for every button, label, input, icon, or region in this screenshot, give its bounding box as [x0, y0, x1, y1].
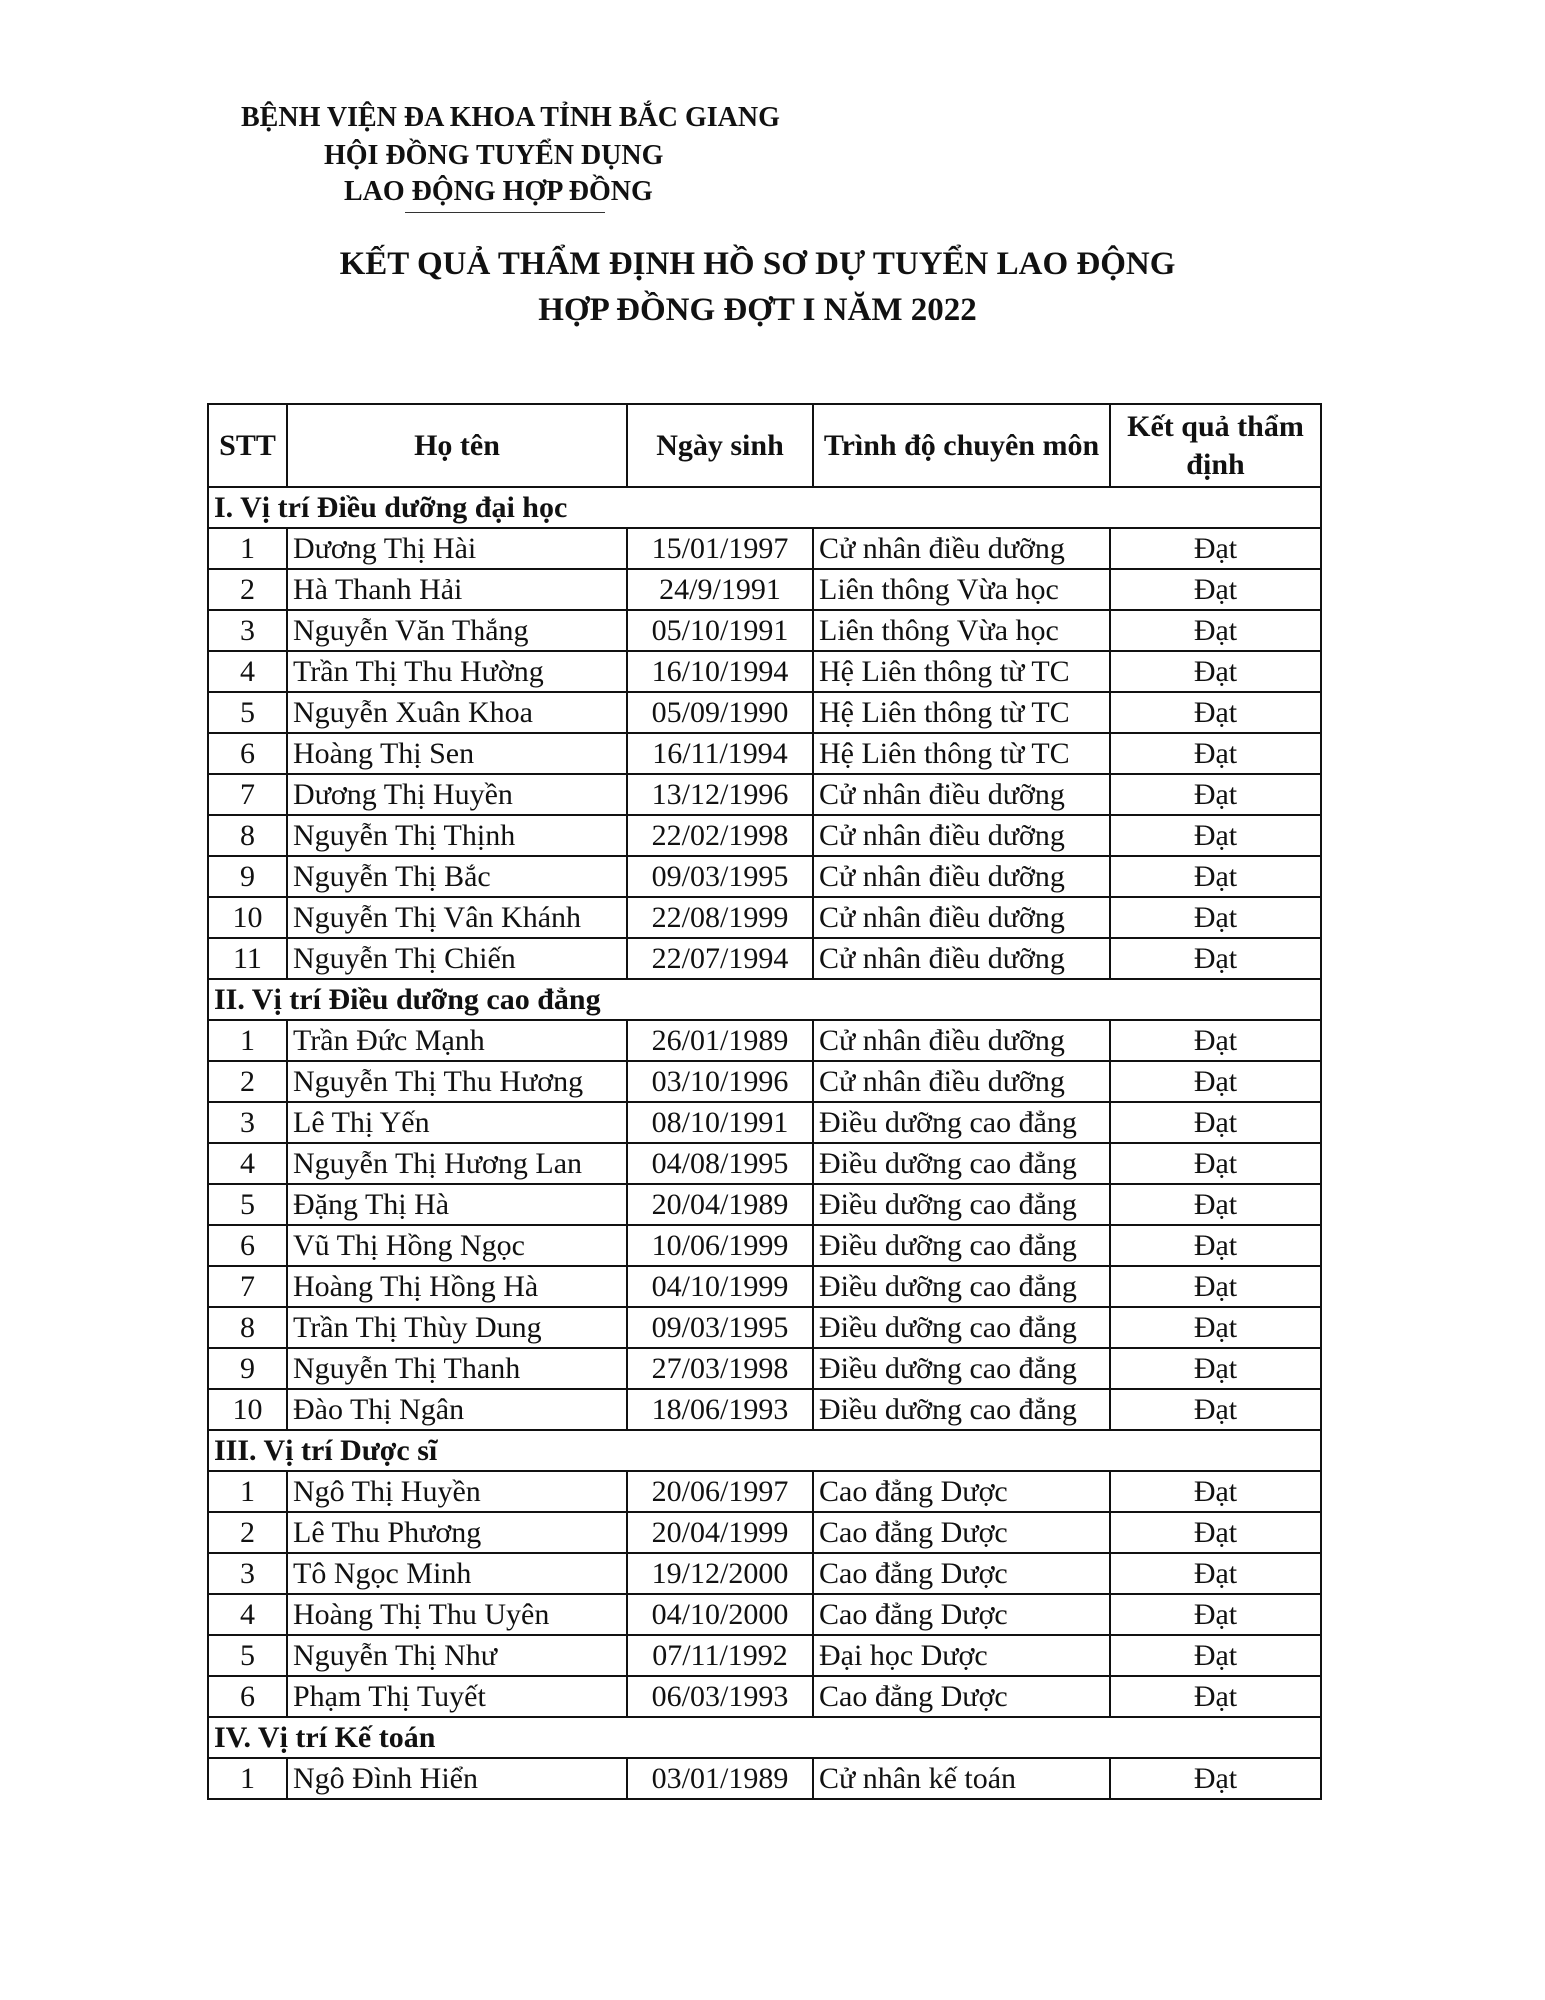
row-result: Đạt: [1110, 897, 1321, 938]
table-row: [208, 692, 1321, 733]
column-header-result: Kết quả thẩm định: [1110, 404, 1321, 487]
row-stt: 1: [208, 1020, 287, 1061]
table-row: [208, 1307, 1321, 1348]
section-row: [208, 1430, 1321, 1471]
row-qualification: Cử nhân điều dưỡng: [813, 528, 1110, 569]
row-qualification: Điều dưỡng cao đẳng: [813, 1102, 1110, 1143]
row-dob: 18/06/1993: [627, 1389, 813, 1430]
row-qualification: Cử nhân điều dưỡng: [813, 815, 1110, 856]
row-dob: 06/03/1993: [627, 1676, 813, 1717]
row-stt: 5: [208, 692, 287, 733]
row-dob: 26/01/1989: [627, 1020, 813, 1061]
row-name: Nguyễn Thị Thanh: [287, 1348, 627, 1389]
table-row: [208, 1676, 1321, 1717]
row-stt: 11: [208, 938, 287, 979]
table-row: [208, 774, 1321, 815]
row-name: Nguyễn Thị Thịnh: [287, 815, 627, 856]
row-qualification: Cử nhân điều dưỡng: [813, 897, 1110, 938]
row-stt: 2: [208, 1061, 287, 1102]
row-dob: 05/09/1990: [627, 692, 813, 733]
row-result: Đạt: [1110, 1102, 1321, 1143]
table-row: [208, 610, 1321, 651]
row-result: Đạt: [1110, 938, 1321, 979]
row-result: Đạt: [1110, 692, 1321, 733]
row-qualification: Cử nhân điều dưỡng: [813, 938, 1110, 979]
row-name: Trần Thị Thùy Dung: [287, 1307, 627, 1348]
row-qualification: Cao đẳng Dược: [813, 1512, 1110, 1553]
row-name: Lê Thu Phương: [287, 1512, 627, 1553]
row-name: Dương Thị Huyền: [287, 774, 627, 815]
row-name: Trần Đức Mạnh: [287, 1020, 627, 1061]
row-name: Hoàng Thị Sen: [287, 733, 627, 774]
row-dob: 10/06/1999: [627, 1225, 813, 1266]
table-row: [208, 856, 1321, 897]
row-dob: 22/02/1998: [627, 815, 813, 856]
org-line-contract: LAO ĐỘNG HỢP ĐỒNG: [344, 176, 653, 207]
row-qualification: Hệ Liên thông từ TC: [813, 733, 1110, 774]
row-dob: 20/06/1997: [627, 1471, 813, 1512]
row-dob: 16/10/1994: [627, 651, 813, 692]
row-dob: 09/03/1995: [627, 1307, 813, 1348]
row-dob: 22/07/1994: [627, 938, 813, 979]
row-stt: 5: [208, 1635, 287, 1676]
row-stt: 8: [208, 815, 287, 856]
row-qualification: Đại học Dược: [813, 1635, 1110, 1676]
table-row: [208, 569, 1321, 610]
section-title: II. Vị trí Điều dưỡng cao đẳng: [208, 979, 1321, 1020]
table-row: [208, 1061, 1321, 1102]
row-qualification: Liên thông Vừa học: [813, 610, 1110, 651]
row-result: Đạt: [1110, 1225, 1321, 1266]
document-title-line2: HỢP ĐỒNG ĐỢT I NĂM 2022: [538, 292, 977, 328]
document-title-line1: KẾT QUẢ THẨM ĐỊNH HỒ SƠ DỰ TUYỂN LAO ĐỘNG: [339, 246, 1176, 282]
row-name: Lê Thị Yến: [287, 1102, 627, 1143]
table-row: [208, 733, 1321, 774]
row-qualification: Cử nhân điều dưỡng: [813, 774, 1110, 815]
row-dob: 03/10/1996: [627, 1061, 813, 1102]
row-name: Nguyễn Thị Vân Khánh: [287, 897, 627, 938]
row-name: Phạm Thị Tuyết: [287, 1676, 627, 1717]
table-row: [208, 815, 1321, 856]
row-stt: 10: [208, 1389, 287, 1430]
row-stt: 3: [208, 1102, 287, 1143]
row-result: Đạt: [1110, 651, 1321, 692]
row-dob: 09/03/1995: [627, 856, 813, 897]
row-dob: 04/08/1995: [627, 1143, 813, 1184]
row-name: Nguyễn Thị Hương Lan: [287, 1143, 627, 1184]
table-row: [208, 1758, 1321, 1799]
row-result: Đạt: [1110, 1676, 1321, 1717]
table-row: [208, 1594, 1321, 1635]
row-result: Đạt: [1110, 1471, 1321, 1512]
section-title: III. Vị trí Dược sĩ: [208, 1430, 1321, 1471]
table-row: [208, 1102, 1321, 1143]
row-name: Nguyễn Văn Thắng: [287, 610, 627, 651]
column-header-dob: Ngày sinh: [627, 404, 813, 487]
row-result: Đạt: [1110, 569, 1321, 610]
row-result: Đạt: [1110, 856, 1321, 897]
row-qualification: Cao đẳng Dược: [813, 1553, 1110, 1594]
row-stt: 2: [208, 1512, 287, 1553]
row-result: Đạt: [1110, 1143, 1321, 1184]
row-dob: 05/10/1991: [627, 610, 813, 651]
table-row: [208, 528, 1321, 569]
row-stt: 3: [208, 1553, 287, 1594]
row-qualification: Cao đẳng Dược: [813, 1594, 1110, 1635]
row-dob: 04/10/2000: [627, 1594, 813, 1635]
row-stt: 4: [208, 651, 287, 692]
row-stt: 8: [208, 1307, 287, 1348]
row-dob: 19/12/2000: [627, 1553, 813, 1594]
row-result: Đạt: [1110, 733, 1321, 774]
table-row: [208, 1225, 1321, 1266]
row-dob: 16/11/1994: [627, 733, 813, 774]
row-stt: 5: [208, 1184, 287, 1225]
row-result: Đạt: [1110, 1758, 1321, 1799]
row-stt: 7: [208, 1266, 287, 1307]
row-stt: 10: [208, 897, 287, 938]
row-dob: 27/03/1998: [627, 1348, 813, 1389]
row-name: Hoàng Thị Thu Uyên: [287, 1594, 627, 1635]
row-dob: 04/10/1999: [627, 1266, 813, 1307]
row-qualification: Cử nhân điều dưỡng: [813, 856, 1110, 897]
row-name: Tô Ngọc Minh: [287, 1553, 627, 1594]
row-dob: 13/12/1996: [627, 774, 813, 815]
row-stt: 6: [208, 733, 287, 774]
row-dob: 20/04/1989: [627, 1184, 813, 1225]
table-row: [208, 651, 1321, 692]
row-qualification: Cử nhân kế toán: [813, 1758, 1110, 1799]
table-row: [208, 1471, 1321, 1512]
row-result: Đạt: [1110, 1266, 1321, 1307]
org-line-council: HỘI ĐỒNG TUYỂN DỤNG: [324, 140, 664, 171]
row-qualification: Hệ Liên thông từ TC: [813, 651, 1110, 692]
row-dob: 03/01/1989: [627, 1758, 813, 1799]
row-qualification: Cử nhân điều dưỡng: [813, 1020, 1110, 1061]
row-result: Đạt: [1110, 1512, 1321, 1553]
header-underline: [405, 212, 605, 213]
section-title: IV. Vị trí Kế toán: [208, 1717, 1321, 1758]
row-qualification: Điều dưỡng cao đẳng: [813, 1266, 1110, 1307]
row-stt: 4: [208, 1594, 287, 1635]
row-stt: 3: [208, 610, 287, 651]
row-name: Nguyễn Thị Như: [287, 1635, 627, 1676]
table-header-row: [208, 404, 1321, 487]
row-stt: 9: [208, 1348, 287, 1389]
row-qualification: Liên thông Vừa học: [813, 569, 1110, 610]
row-stt: 1: [208, 528, 287, 569]
row-name: Ngô Thị Huyền: [287, 1471, 627, 1512]
row-name: Nguyễn Thị Thu Hương: [287, 1061, 627, 1102]
section-row: [208, 487, 1321, 528]
row-result: Đạt: [1110, 528, 1321, 569]
row-result: Đạt: [1110, 815, 1321, 856]
row-result: Đạt: [1110, 1020, 1321, 1061]
table-row: [208, 1143, 1321, 1184]
row-dob: 07/11/1992: [627, 1635, 813, 1676]
row-result: Đạt: [1110, 1307, 1321, 1348]
table-row: [208, 1348, 1321, 1389]
row-name: Trần Thị Thu Hường: [287, 651, 627, 692]
row-qualification: Cao đẳng Dược: [813, 1471, 1110, 1512]
row-qualification: Cử nhân điều dưỡng: [813, 1061, 1110, 1102]
row-stt: 6: [208, 1676, 287, 1717]
row-qualification: Điều dưỡng cao đẳng: [813, 1348, 1110, 1389]
row-name: Hà Thanh Hải: [287, 569, 627, 610]
row-name: Đặng Thị Hà: [287, 1184, 627, 1225]
row-result: Đạt: [1110, 1389, 1321, 1430]
row-qualification: Điều dưỡng cao đẳng: [813, 1143, 1110, 1184]
row-qualification: Điều dưỡng cao đẳng: [813, 1307, 1110, 1348]
row-result: Đạt: [1110, 1061, 1321, 1102]
row-stt: 9: [208, 856, 287, 897]
row-qualification: Điều dưỡng cao đẳng: [813, 1184, 1110, 1225]
row-stt: 6: [208, 1225, 287, 1266]
column-header-stt: STT: [208, 404, 287, 487]
table-row: [208, 1020, 1321, 1061]
row-name: Nguyễn Xuân Khoa: [287, 692, 627, 733]
row-result: Đạt: [1110, 1635, 1321, 1676]
row-result: Đạt: [1110, 1553, 1321, 1594]
column-header-qualification: Trình độ chuyên môn: [813, 404, 1110, 487]
table-row: [208, 1389, 1321, 1430]
row-name: Hoàng Thị Hồng Hà: [287, 1266, 627, 1307]
section-title: I. Vị trí Điều dưỡng đại học: [208, 487, 1321, 528]
section-row: [208, 979, 1321, 1020]
row-qualification: Điều dưỡng cao đẳng: [813, 1225, 1110, 1266]
row-stt: 4: [208, 1143, 287, 1184]
row-dob: 20/04/1999: [627, 1512, 813, 1553]
row-stt: 1: [208, 1471, 287, 1512]
row-qualification: Cao đẳng Dược: [813, 1676, 1110, 1717]
row-dob: 15/01/1997: [627, 528, 813, 569]
table-body: [208, 487, 1321, 1799]
row-dob: 24/9/1991: [627, 569, 813, 610]
row-result: Đạt: [1110, 1348, 1321, 1389]
row-stt: 1: [208, 1758, 287, 1799]
results-table: [207, 403, 1322, 1800]
org-line-hospital: BỆNH VIỆN ĐA KHOA TỈNH BẮC GIANG: [241, 102, 780, 133]
table-row: [208, 1266, 1321, 1307]
row-name: Dương Thị Hài: [287, 528, 627, 569]
row-result: Đạt: [1110, 1594, 1321, 1635]
column-header-name: Họ tên: [287, 404, 627, 487]
table-row: [208, 1635, 1321, 1676]
table-row: [208, 1512, 1321, 1553]
table-row: [208, 1553, 1321, 1594]
row-name: Vũ Thị Hồng Ngọc: [287, 1225, 627, 1266]
row-qualification: Hệ Liên thông từ TC: [813, 692, 1110, 733]
row-result: Đạt: [1110, 774, 1321, 815]
table-row: [208, 897, 1321, 938]
row-name: Nguyễn Thị Bắc: [287, 856, 627, 897]
row-name: Nguyễn Thị Chiến: [287, 938, 627, 979]
section-row: [208, 1717, 1321, 1758]
table-row: [208, 1184, 1321, 1225]
row-qualification: Điều dưỡng cao đẳng: [813, 1389, 1110, 1430]
row-dob: 08/10/1991: [627, 1102, 813, 1143]
row-name: Ngô Đình Hiển: [287, 1758, 627, 1799]
row-result: Đạt: [1110, 610, 1321, 651]
table-row: [208, 938, 1321, 979]
row-dob: 22/08/1999: [627, 897, 813, 938]
row-name: Đào Thị Ngân: [287, 1389, 627, 1430]
row-stt: 2: [208, 569, 287, 610]
row-result: Đạt: [1110, 1184, 1321, 1225]
row-stt: 7: [208, 774, 287, 815]
